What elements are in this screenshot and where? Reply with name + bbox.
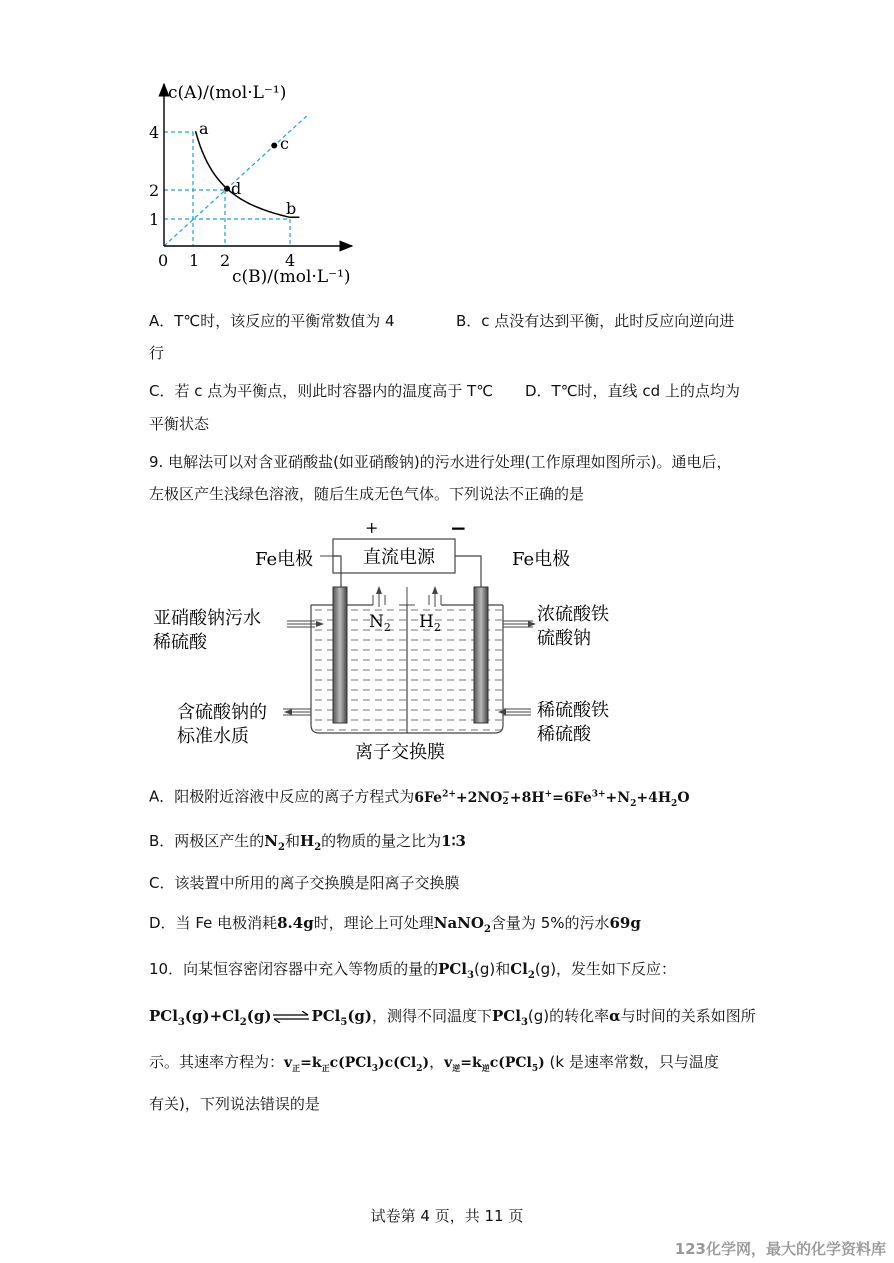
equilibrium-arrow-icon	[272, 1011, 310, 1023]
left-fe-electrode	[333, 587, 347, 723]
point-d-dot	[224, 186, 230, 192]
q10-forward-rate: $v_正=k_正c(PCl_3)c(Cl_2)$	[284, 1055, 430, 1074]
y-tick-2: 2	[149, 181, 160, 200]
y-axis-label: c(A)/(mol·L⁻¹)	[168, 83, 287, 103]
q10-line2: $PCl_3(g)+Cl_2(g)$ PCl$_5$(g)，测得不同温度下PCl$_3$(g)的转化率α与时间的关系如图所	[149, 1007, 756, 1028]
wire-cathode-visible	[455, 556, 481, 587]
gas-h2-label: $H_2$	[419, 612, 441, 634]
point-c-label: c	[280, 134, 289, 153]
q10-line4: 有关)，下列说法错误的是	[149, 1095, 320, 1113]
point-a-label: a	[199, 119, 209, 138]
origin-label: 0	[158, 251, 169, 270]
point-b-label: b	[286, 199, 297, 218]
inlet-left-label-2: 稀硫酸	[153, 632, 207, 653]
q10-line3: 示。其速率方程为：$v_正=k_正c(PCl_3)c(Cl_2)$，$v_逆=k_逆c(PCl_5)$ (k 是速率常数，只与温度	[149, 1053, 719, 1074]
power-supply-label: 直流电源	[363, 547, 435, 568]
q8-option-d-line1: D．T℃时，直线 cd 上的点均为	[525, 382, 740, 400]
q8-option-a: A．T℃时，该反应的平衡常数值为 4	[149, 312, 395, 330]
gas-n2-label: $N_2$	[369, 612, 391, 634]
q9-option-a: A．阳极附近溶液中反应的离子方程式为$6Fe^{2+}+2NO$ − 2 $+8H^+=6Fe^{3+}+N_2+4H_2O$	[149, 787, 690, 809]
q9-stem-line2: 左极区产生浅绿色溶液，随后生成无色气体。下列说法不正确的是	[149, 485, 585, 503]
q8-option-d-line2: 平衡状态	[149, 415, 210, 433]
q9-stem-line1: 9. 电解法可以对含亚硝酸盐(如亚硝酸钠)的污水进行处理(工作原理如图所示)。通电后，	[149, 453, 732, 471]
point-d-label: d	[231, 179, 242, 198]
q8-option-b-line2: 行	[149, 344, 165, 362]
outlet-right-label-1: 浓硫酸铁	[537, 604, 609, 625]
plus-sign: +	[365, 518, 379, 537]
page-footer: 试卷第 4 页，共 11 页	[370, 1207, 524, 1225]
outlet-right-label-2: 硫酸钠	[537, 628, 591, 649]
inlet-right-label-1: 稀硫酸铁	[537, 700, 609, 721]
q10-reverse-rate: $v_逆=k_逆c(PCl_5)$	[444, 1055, 545, 1074]
left-electrode-label: Fe电极	[255, 549, 314, 570]
q9-option-b: B．两极区产生的$N_2$和$H_2$的物质的量之比为1∶3	[149, 832, 466, 853]
equilibrium-graph	[140, 70, 370, 300]
right-electrode-label: Fe电极	[512, 549, 571, 570]
outlet-left-label-2: 标准水质	[177, 726, 249, 747]
x-axis-label: c(B)/(mol·L⁻¹)	[232, 267, 351, 287]
outlet-left-label-1: 含硫酸钠的	[177, 702, 267, 723]
q10-line1: 10．向某恒容密闭容器中充入等物质的量的PCl$_3$(g)和$Cl_2(g)$，发生如下反应：	[149, 960, 677, 981]
q8-option-c: C．若 c 点为平衡点，则此时容器内的温度高于 T℃	[149, 382, 494, 400]
inlet-right-label-2: 稀硫酸	[537, 724, 591, 745]
inlet-left-label-1: 亚硝酸钠污水	[153, 608, 261, 629]
q9-option-d: D．当 Fe 电极消耗8.4g时，理论上可处理NaNO$_2$含量为 5%的污水69g	[149, 914, 641, 935]
q10-reaction-equation: $PCl_3(g)+Cl_2(g)$	[149, 1007, 272, 1028]
q9-option-c: C．该装置中所用的离子交换膜是阳离子交换膜	[149, 874, 460, 892]
x-tick-4: 4	[285, 251, 296, 270]
minus-sign: −	[450, 516, 467, 540]
electrolysis-diagram	[145, 515, 645, 770]
point-c-dot	[271, 143, 277, 149]
q9-option-a-equation: $6Fe^{2+}+2NO$ − 2 $+8H^+=6Fe^{3+}+N_2+4H_2O$	[414, 787, 690, 809]
x-tick-1: 1	[189, 251, 200, 270]
q8-option-b-line1: B．c 点没有达到平衡，此时反应向逆向进	[456, 312, 735, 330]
y-tick-1: 1	[149, 210, 160, 229]
y-tick-4: 4	[149, 123, 160, 142]
right-fe-electrode	[474, 587, 488, 723]
membrane-label: 离子交换膜	[355, 742, 445, 763]
x-tick-2: 2	[220, 251, 231, 270]
watermark: 123化学网，最大的化学资料库	[674, 1240, 886, 1258]
